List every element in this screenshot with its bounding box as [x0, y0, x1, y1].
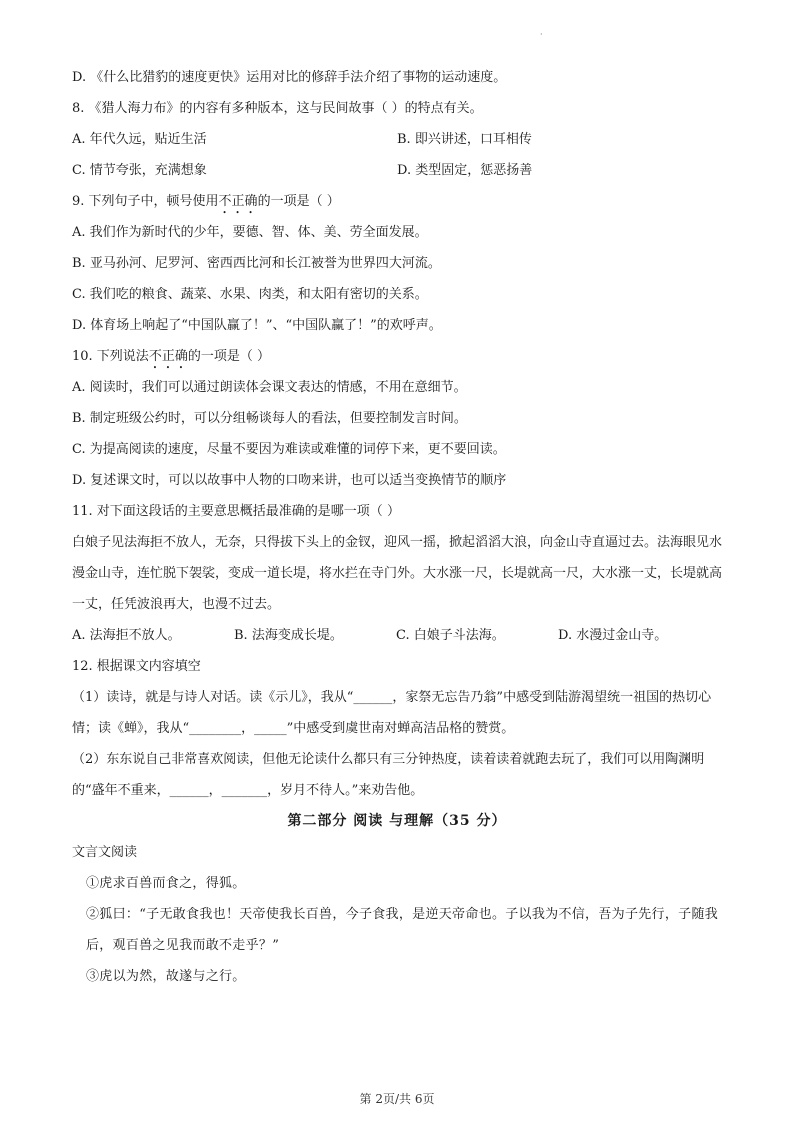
q11-stem: 11. 对下面这段话的主要意思概括最准确的是哪一项（ ） [72, 504, 400, 519]
corner-mark: · [540, 30, 543, 39]
q12-part-2: （2）东东说自己非常喜欢阅读，但他无论读什么都只有三分钟热度，读着读着就跑去玩了，我们可以用陶渊明的“盛年不重来，______，_______，岁月不待人。”来劝告他。 [72, 752, 705, 798]
exam-page [72, 62, 722, 992]
q9-option-a: A. 我们作为新时代的少年，要德、智、体、美、劳全面发展。 [72, 225, 428, 240]
q11-option-b: B. 法海变成长堤。 [234, 628, 343, 643]
q9-stem [72, 186, 722, 217]
q9-stem-pre: 9. 下列句子中，顿号使用 [72, 194, 219, 209]
q9-stem-emphasis: 不正确 [218, 194, 258, 209]
q10-stem-emphasis: 不正确 [148, 349, 188, 364]
q7-option-d: D. 《什么比猎豹的速度更快》运用对比的修辞手法介绍了事物的运动速度。 [72, 70, 507, 85]
q10-option-c: C. 为提高阅读的速度，尽量不要因为难读或难懂的词停下来，更不要回读。 [72, 442, 506, 457]
q12-part-1: （1）读诗，就是与诗人对话。读《示儿》，我从“______，家祭无忘告乃翁”中感受到陆游渴望统一祖国的热切心情；读《蝉》，我从“________，_____”中感受到虞世南对蝉高洁品格的赞赏。 [72, 690, 712, 736]
q8-stem: 8. 《猎人海力布》的内容有多种版本，这与民间故事（ ）的特点有关。 [72, 101, 483, 116]
q8-option-c: C. 情节夸张，充满想象 [72, 163, 207, 178]
q8-options-row-1 [72, 124, 722, 155]
q10-stem-post: 的一项是（ ） [187, 349, 270, 364]
q9-stem-post: 的一项是（ ） [257, 194, 340, 209]
q9-option-b: B. 亚马孙河、尼罗河、密西西比河和长江被誉为世界四大河流。 [72, 256, 441, 271]
q11-option-d: D. 水漫过金山寺。 [558, 628, 668, 643]
q9-option-d: D. 体育场上响起了“中国队赢了！”、“中国队赢了！”的欢呼声。 [72, 318, 442, 333]
q8-option-d: D. 类型固定，惩恶扬善 [397, 163, 533, 178]
q9-option-c: C. 我们吃的粮食、蔬菜、水果、肉类，和太阳有密切的关系。 [72, 287, 428, 302]
q10-stem [72, 341, 722, 372]
q11-option-a: A. 法海拒不放人。 [72, 628, 181, 643]
q10-option-d: D. 复述课文时，可以以故事中人物的口吻来讲，也可以适当变换情节的顺序 [72, 473, 507, 488]
q8-options-row-2 [72, 155, 722, 186]
section-2-title: 第二部分 阅读 与理解（35 分） [287, 813, 507, 829]
q8-option-b: B. 即兴讲述，口耳相传 [397, 132, 532, 147]
q10-stem-pre: 10. 下列说法 [72, 349, 149, 364]
classical-line-3: ③虎以为然，故遂与之行。 [86, 969, 246, 984]
q12-stem: 12. 根据课文内容填空 [72, 659, 201, 674]
q8-option-a: A. 年代久远，贴近生活 [72, 132, 207, 147]
q11-passage: 白娘子见法海拒不放人，无奈，只得拔下头上的金钗，迎风一摇，掀起滔滔大浪，向金山寺直逼过去。法海眼见水漫金山寺，连忙脱下袈裟，变成一道长堤，将水拦在寺门外。大水涨一尺，长堤就高一尺，大水涨一丈，长堤就高一丈，任凭波浪再大，也漫不过去。 [72, 535, 723, 612]
page-footer: 第 2页/共 6页 [359, 1092, 435, 1106]
classical-line-1: ①虎求百兽而食之，得狐。 [86, 876, 246, 891]
q10-option-b: B. 制定班级公约时，可以分组畅谈每人的看法，但要控制发言时间。 [72, 411, 467, 426]
q11-options-row [72, 620, 722, 651]
q10-option-a: A. 阅读时，我们可以通过朗读体会课文表达的情感，不用在意细节。 [72, 380, 467, 395]
q11-option-c: C. 白娘子斗法海。 [396, 628, 505, 643]
classical-line-2: ②狐曰：“子无敢食我也！天帝使我长百兽，今子食我，是逆天帝命也。子以我为不信，吾为子先行，子随我后，观百兽之见我而敢不走乎？” [86, 907, 719, 953]
classical-reading-label: 文言文阅读 [72, 845, 138, 860]
